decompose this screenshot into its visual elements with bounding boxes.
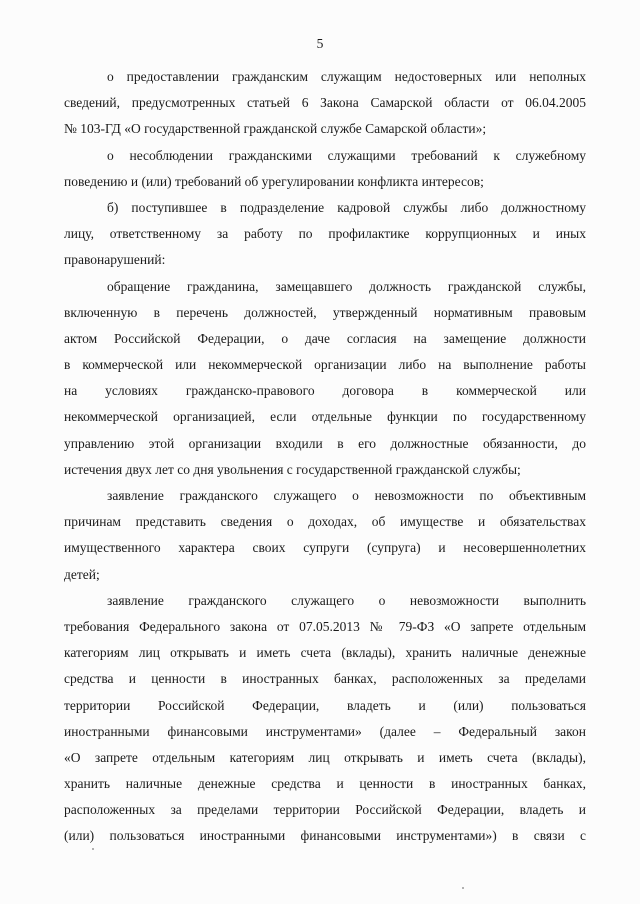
text-line: средства и ценности в иностранных банках, расположенных за пределами (64, 671, 586, 687)
text-line: заявление гражданского служащего о невозможности по объективным (107, 488, 586, 503)
text-line: территории Российской Федерации, владеть и (или) пользоваться (64, 697, 586, 713)
text-line: включенную в перечень должностей, утвержденный нормативным правовым (64, 304, 586, 320)
text-line: заявление гражданского служащего о невозможности выполнить (107, 592, 586, 608)
text-line: управлению этой организации входили в его должностные обязанности, до (64, 435, 586, 451)
scan-speck (92, 848, 94, 850)
text-line: лицу, ответственному за работу по профилактике коррупционных и иных (64, 226, 586, 242)
text-line: имущественного характера своих супруги (супруга) и несовершеннолетних (64, 540, 586, 556)
text-line: о несоблюдении гражданскими служащими требований к служебному (107, 147, 586, 163)
page-number: 5 (316, 36, 324, 51)
text-line: о предоставлении гражданским служащим недостоверных или неполных (107, 69, 586, 84)
text-line: сведений, предусмотренных статьей 6 Закона Самарской области от 06.04.2005 (64, 95, 586, 111)
text-line: на условиях гражданско-правового договора в коммерческой или (64, 383, 586, 399)
text-line: хранить наличные денежные средства и ценности в иностранных банках, (64, 776, 586, 792)
text-line: поведению и (или) требований об урегулировании конфликта интересов; (64, 173, 484, 189)
text-line: причинам представить сведения о доходах, об имуществе и обязательствах (64, 514, 586, 530)
text-line: некоммерческой организацией, если отдельные функции по государственному (64, 409, 586, 425)
text-line: истечения двух лет со дня увольнения с государственной гражданской службы; (64, 461, 521, 477)
text-line: категориям лиц открывать и иметь счета (вклады), хранить наличные денежные (64, 645, 586, 661)
text-line: требования Федерального закона от 07.05.2013 № 79-ФЗ «О запрете отдельным (64, 618, 586, 634)
text-line: иностранными финансовыми инструментами» (далее – Федеральный закон (64, 723, 586, 739)
text-line: актом Российской Федерации, о даче согласия на замещение должности (64, 330, 586, 346)
text-line: в коммерческой или некоммерческой организации либо на выполнение работы (64, 357, 586, 373)
text-line: (или) пользоваться иностранными финансовыми инструментами») в связи с (64, 828, 586, 844)
text-line: расположенных за пределами территории Российской Федерации, владеть и (64, 802, 586, 818)
body-text (64, 64, 586, 850)
text-line: обращение гражданина, замещавшего должность гражданской службы, (107, 278, 586, 294)
text-line: детей; (64, 566, 100, 582)
text-line: «О запрете отдельным категориям лиц открывать и иметь счета (вклады), (64, 749, 586, 765)
text-line: правонарушений: (64, 252, 166, 268)
text-line: б) поступившее в подразделение кадровой службы либо должностному (107, 199, 586, 215)
scan-speck (462, 887, 464, 889)
text-line: № 103-ГД «О государственной гражданской службе Самарской области»; (64, 121, 487, 137)
